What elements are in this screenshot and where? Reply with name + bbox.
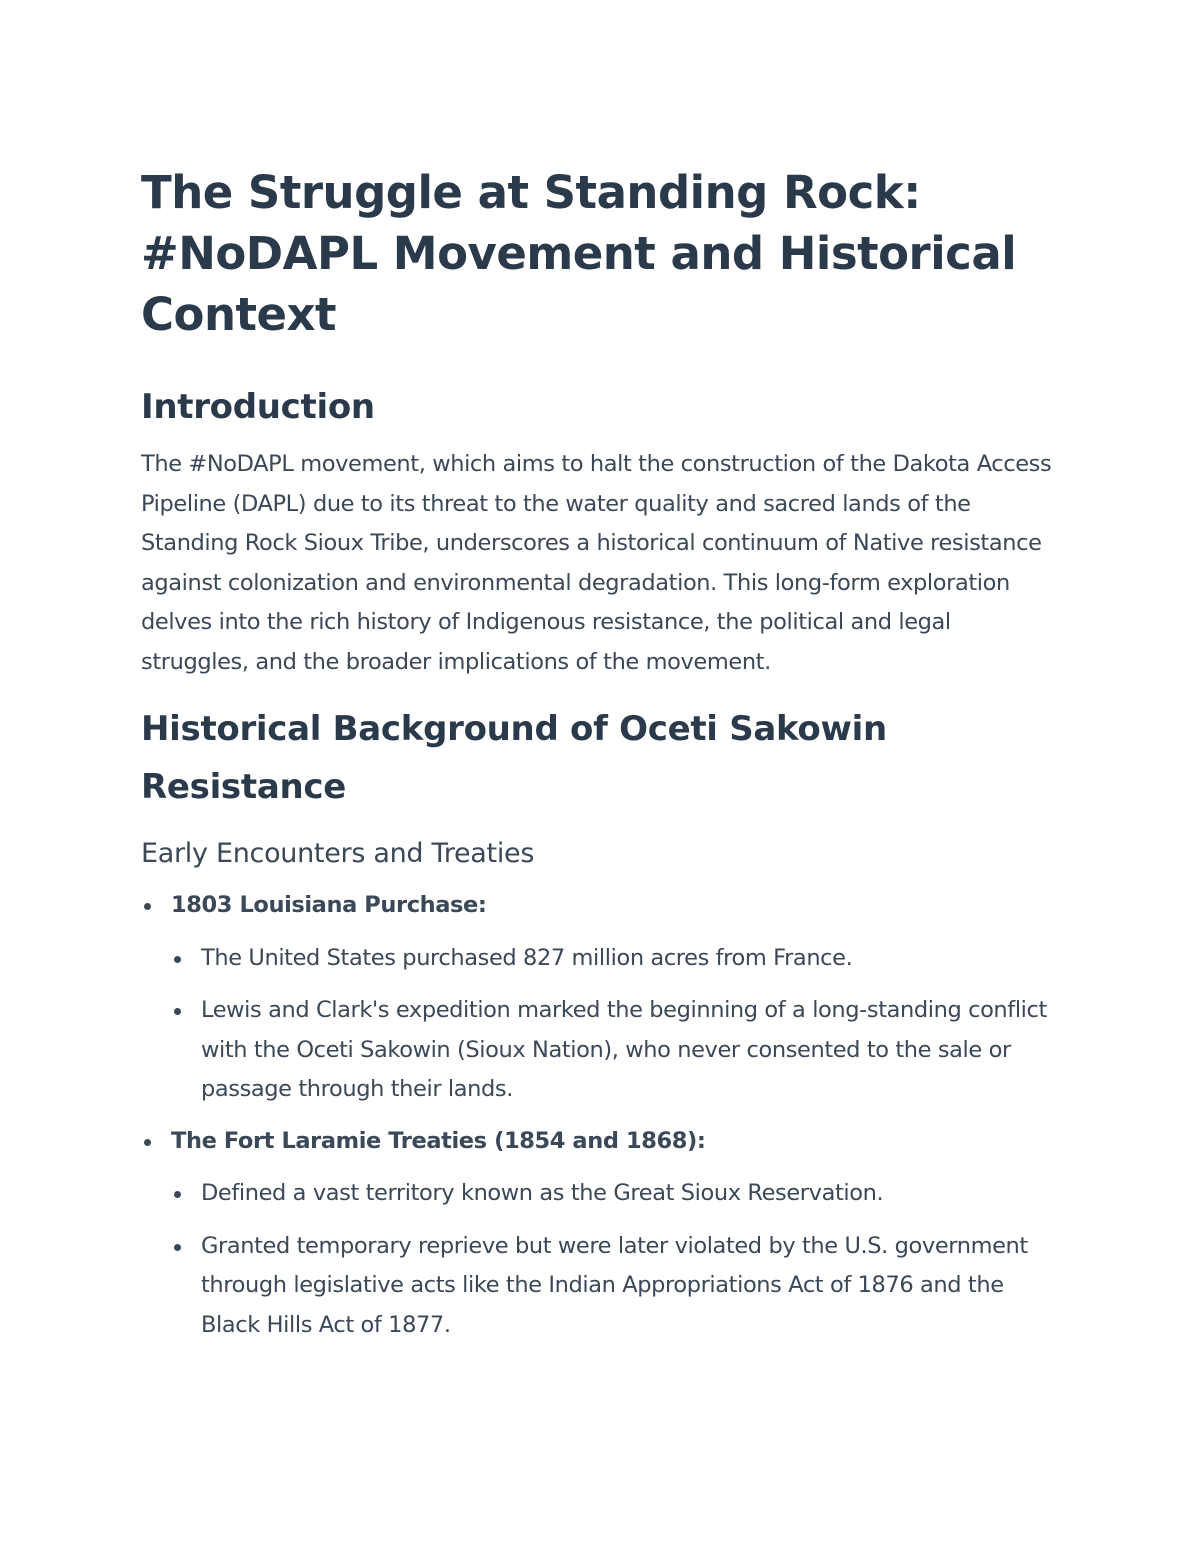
document-title: The Struggle at Standing Rock: #NoDAPL Movement and Historical Context (141, 166, 1017, 341)
bullet-icon (174, 1191, 181, 1198)
bullet-icon (174, 1008, 181, 1015)
sub-list-item-text: Lewis and Clark's expedition marked the beginning of a long-standing conflict with the Oceti Sakowin (Sioux Nation), who never consented to the sale or passage through their lands. (201, 997, 1047, 1102)
list-item-title: 1803 Louisiana Purchase: (171, 892, 487, 918)
bullet-icon (174, 1244, 181, 1251)
treaties-list (141, 886, 1061, 1345)
introduction-paragraph: The #NoDAPL movement, which aims to halt the construction of the Dakota Access Pipeline (DAPL) due to its threat to the water quality and sacred lands of the Standing Rock Sioux Tribe, underscores a historical continuum of Native resistance against colonization and environmental degradation. This long-form exploration delves into the rich history of Indigenous resistance, the political and legal struggles, and the broader implications of the movement. (141, 451, 1052, 675)
sub-list (171, 1174, 1061, 1345)
introduction-heading: Introduction (141, 387, 375, 427)
historical-background-heading: Historical Background of Oceti Sakowin Resistance (141, 709, 887, 807)
bullet-icon (174, 956, 181, 963)
list-item (141, 1122, 1061, 1346)
early-encounters-subheading: Early Encounters and Treaties (141, 838, 535, 869)
sub-list-item (171, 1174, 1061, 1214)
bullet-icon (144, 1139, 151, 1146)
sub-list (171, 939, 1061, 1110)
sub-list-item (171, 1227, 1061, 1346)
list-item (141, 886, 1061, 1110)
sub-list-item-text: The United States purchased 827 million acres from France. (201, 944, 853, 971)
document-page (141, 162, 1061, 1345)
list-item-title: The Fort Laramie Treaties (1854 and 1868): (171, 1127, 706, 1154)
sub-list-item (171, 991, 1061, 1110)
bullet-icon (144, 903, 151, 910)
sub-list-item (171, 939, 1061, 979)
sub-list-item-text: Defined a vast territory known as the Great Sioux Reservation. (201, 1180, 884, 1206)
sub-list-item-text: Granted temporary reprieve but were later violated by the U.S. government through legislative acts like the Indian Appropriations Act of 1876 and the Black Hills Act of 1877. (201, 1232, 1028, 1338)
